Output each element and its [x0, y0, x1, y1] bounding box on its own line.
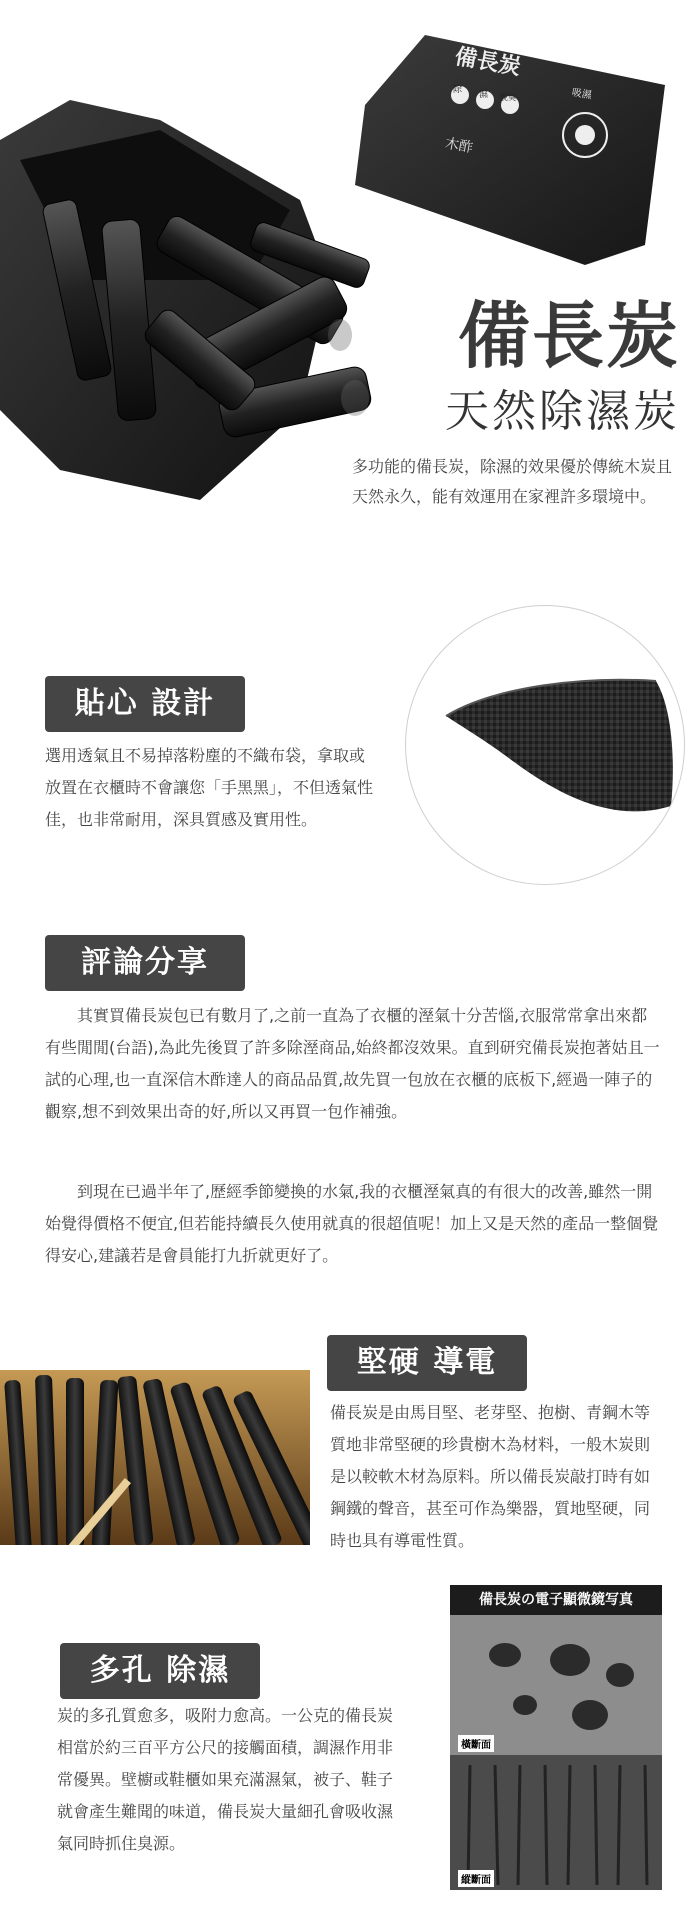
- package-chip-1: 除: [453, 85, 463, 95]
- charcoal-xylophone-image: [0, 1370, 310, 1545]
- fabric-closeup-image: [405, 605, 685, 885]
- package-chip-2: 濕: [479, 90, 489, 100]
- review-paragraph-1: 其實買備長炭包已有數月了,之前一直為了衣櫃的溼氣十分苦惱,衣服常常拿出來都有些閒閒(台語),為此先後買了許多除溼商品,始終都沒效果。直到研究備長炭抱著姑且一試的心理,也一直深信木酢達人的商品品質,故先買一包放在衣櫃的底板下,經過一陣子的觀察,想不到效果出奇的好,所以又再買一包作補強。: [45, 1006, 660, 1121]
- hero-description: 多功能的備長炭，除濕的效果優於傳統木炭且天然永久，能有效運用在家裡許多環境中。: [352, 457, 673, 506]
- microscope-photo-title: 備長炭の電子顯微鏡写真: [450, 1585, 662, 1615]
- review-paragraph-2: 到現在已過半年了,歷經季節變換的水氣,我的衣櫃溼氣真的有很大的改善,雖然一開始覺得價格不便宜,但若能持續長久使用就真的很超值呢！加上又是天然的產品一整個覺得安心,建議若是會員能打九折就更好了。: [45, 1182, 659, 1265]
- porous-text: 炭的多孔質愈多，吸附力愈高。一公克的備長炭相當於約三百平方公尺的接觸面積，調濕作用非常優異。壁櫥或鞋櫃如果充滿濕氣，被子、鞋子就會產生難聞的味道，備長炭大量細孔會吸收濕氣同時抓住臭源。: [57, 1706, 394, 1853]
- section-tag-hard: 堅硬 導電: [327, 1335, 527, 1391]
- hero-subtitle: 天然除濕炭: [445, 386, 680, 437]
- section-tag-porous: 多孔 除濕: [60, 1643, 260, 1699]
- package-brand-text: 備長炭: [452, 44, 523, 81]
- hard-text: 備長炭是由馬目堅、老芽堅、抱樹、青鋼木等質地非常堅硬的珍貴樹木為材料，一般木炭則是以較軟木材為原料。所以備長炭敲打時有如鋼鐵的聲音，甚至可作為樂器，質地堅硬，同時也具有導電性質。: [330, 1403, 651, 1550]
- hero-title: 備長炭: [457, 294, 680, 378]
- section-tag-design: 貼心 設計: [45, 676, 245, 732]
- longitudinal-section-label: 縱斷面: [458, 1870, 494, 1887]
- package-chip-3: 脫臭: [500, 93, 516, 102]
- microscope-photo: [450, 1585, 662, 1890]
- design-text: 選用透氣且不易掉落粉塵的不織布袋，拿取或放置在衣櫃時不會讓您「手黑黑」，不但透氣性佳，也非常耐用，深具質感及實用性。: [45, 746, 374, 829]
- cross-section-label: 橫斷面: [458, 1735, 494, 1752]
- package-tag-text: 吸濕: [570, 87, 593, 102]
- package-seller-text: 木酢: [443, 135, 475, 157]
- section-tag-review: 評論分享: [45, 935, 245, 991]
